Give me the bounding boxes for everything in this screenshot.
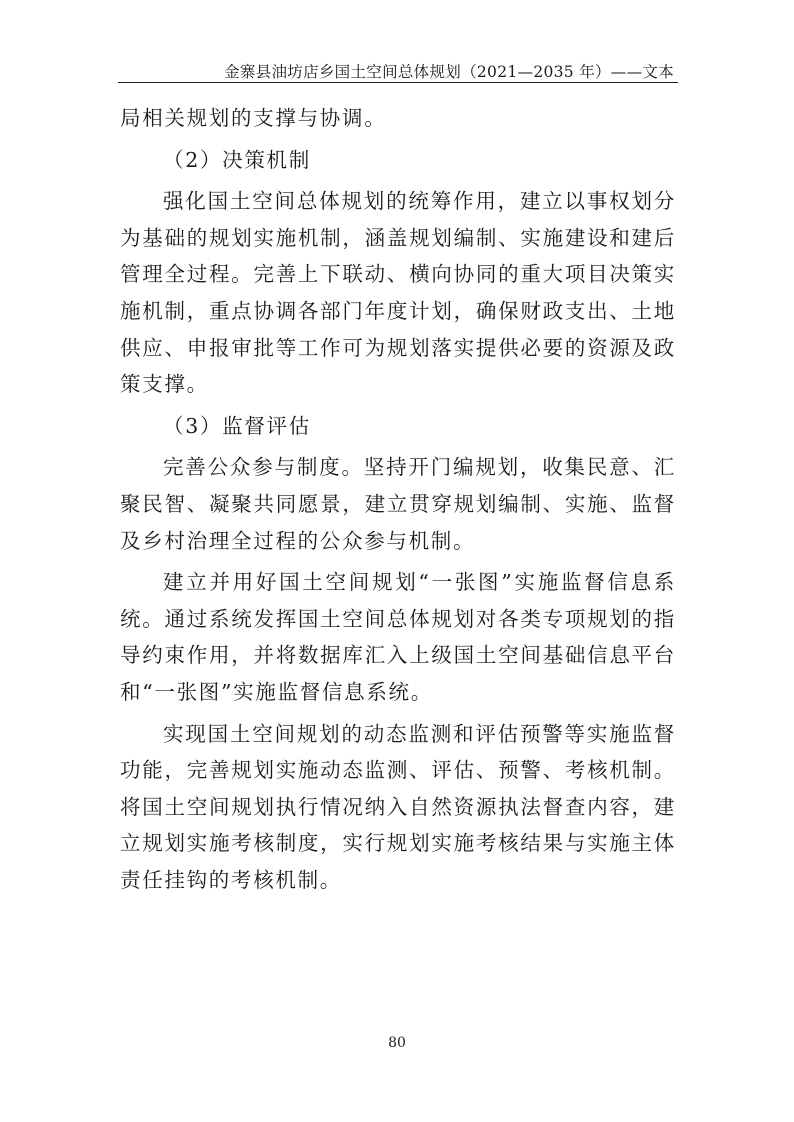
paragraph-line: 统。通过系统发挥国土空间总体规划对各类专项规划的指	[120, 606, 676, 631]
page-number: 80	[388, 1035, 406, 1051]
paragraph-line: 聚民智、凝聚共同愿景，建立贯穿规划编制、实施、监督	[120, 491, 676, 516]
paragraph-line: 实现国土空间规划的动态监测和评估预警等实施监督	[163, 721, 676, 746]
paragraph	[120, 183, 676, 403]
paragraph-line: 功能，完善规划实施动态监测、评估、预警、考核机制。	[120, 758, 676, 783]
paragraph-line: 及乡村治理全过程的公众参与机制。	[120, 528, 476, 553]
paragraph-line: 和“一张图”实施监督信息系统。	[120, 679, 433, 704]
paragraph-line: 责任挂钩的考核机制。	[120, 867, 342, 892]
paragraph	[120, 716, 676, 899]
paragraph	[120, 449, 676, 559]
paragraph-line: 为基础的规划实施机制，涵盖规划编制、实施建设和建后	[120, 225, 676, 250]
paragraph-line: 策支撑。	[120, 372, 209, 397]
running-header	[118, 58, 678, 83]
section-heading: （3）监督评估	[163, 413, 311, 438]
paragraph-line: 导约束作用，并将数据库汇入上级国土空间基础信息平台	[120, 643, 676, 668]
paragraph-line: 管理全过程。完善上下联动、横向协同的重大项目决策实	[120, 262, 676, 287]
paragraph-line: 立规划实施考核制度，实行规划实施考核结果与实施主体	[120, 831, 676, 856]
paragraph-line: 供应、申报审批等工作可为规划落实提供必要的资源及政	[120, 335, 676, 360]
page-body	[120, 100, 676, 898]
paragraph-line: 建立并用好国土空间规划“一张图”实施监督信息系	[163, 570, 676, 595]
header-title: 金寨县油坊店乡国土空间总体规划（2021—2035 年）——文本	[224, 63, 674, 81]
paragraph	[120, 564, 676, 710]
section-heading: （2）决策机制	[163, 147, 311, 172]
paragraph-line: 施机制，重点协调各部门年度计划，确保财政支出、土地	[120, 298, 676, 323]
paragraph-line: 局相关规划的支撑与协调。	[120, 106, 387, 130]
paragraph-line: 完善公众参与制度。坚持开门编规划，收集民意、汇	[163, 455, 676, 480]
paragraph-line: 将国土空间规划执行情况纳入自然资源执法督查内容，建	[120, 794, 676, 819]
paragraph-line: 强化国土空间总体规划的统筹作用，建立以事权划分	[163, 189, 676, 214]
